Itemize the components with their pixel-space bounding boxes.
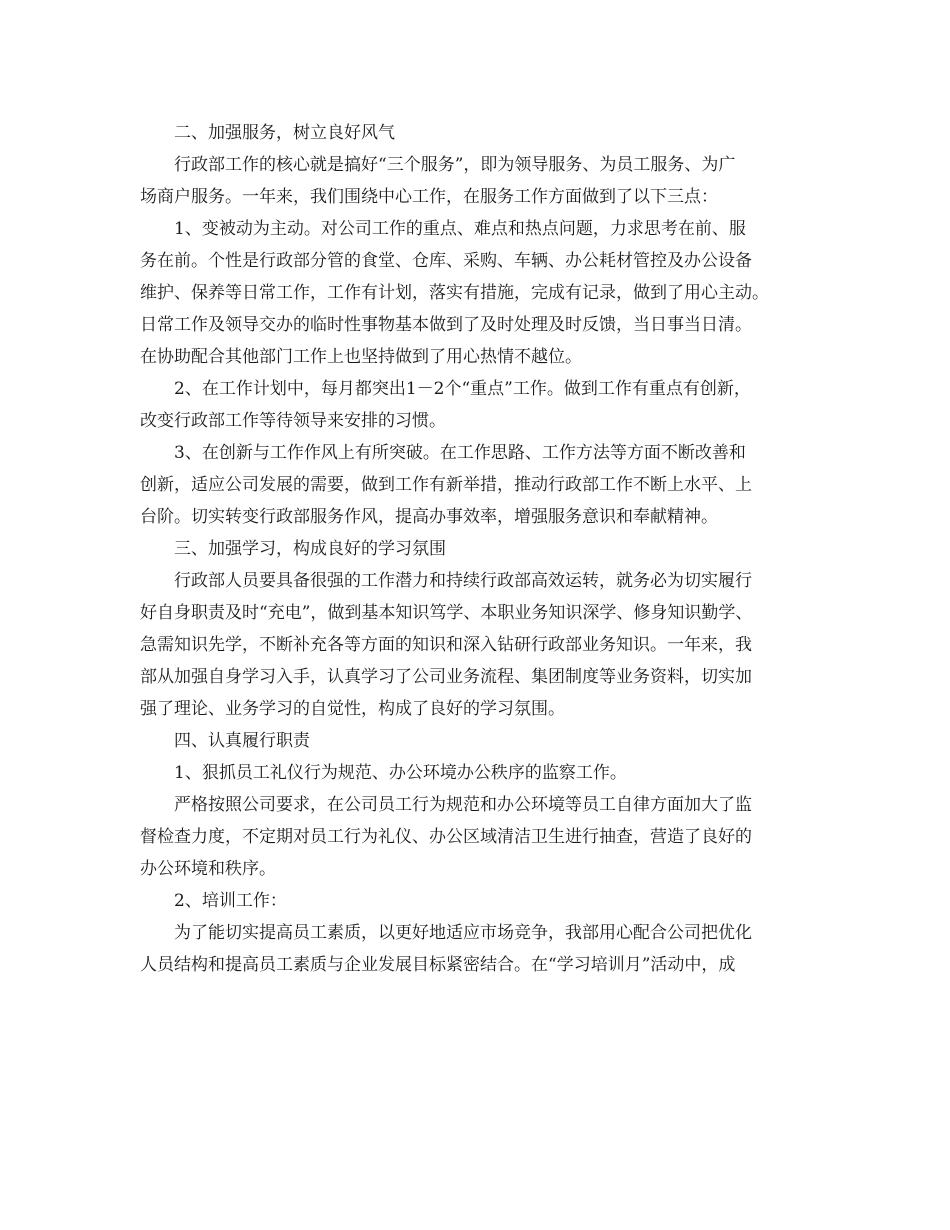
text-line: 督检查力度，不定期对员工行为礼仪、办公区域清洁卫生进行抽查，营造了良好的 bbox=[140, 827, 752, 847]
text-line: 2、培训工作： bbox=[174, 891, 287, 911]
text-line: 1、变被动为主动。对公司工作的重点、难点和热点问题，力求思考在前、服 bbox=[174, 219, 746, 239]
text-line: 在协助配合其他部门工作上也坚持做到了用心热情不越位。 bbox=[140, 347, 582, 367]
text-line: 二、加强服务，树立良好风气 bbox=[174, 123, 395, 143]
text-line: 强了理论、业务学习的自觉性，构成了良好的学习氛围。 bbox=[140, 699, 565, 719]
text-line: 3、在创新与工作作风上有所突破。在工作思路、工作方法等方面不断改善和 bbox=[174, 443, 746, 463]
text-line: 行政部人员要具备很强的工作潜力和持续行政部高效运转，就务必为切实履行 bbox=[174, 571, 752, 591]
text-line: 为了能切实提高员工素质，以更好地适应市场竞争，我部用心配合公司把优化 bbox=[174, 923, 752, 943]
text-line: 日常工作及领导交办的临时性事物基本做到了及时处理及时反馈，当日事当日清。 bbox=[140, 315, 752, 335]
text-line: 2、在工作计划中，每月都突出1－2个“重点”工作。做到工作有重点有创新， bbox=[174, 379, 751, 399]
text-line: 维护、保养等日常工作，工作有计划，落实有措施，完成有记录，做到了用心主动。 bbox=[140, 283, 769, 303]
text-line: 三、加强学习，构成良好的学习氛围 bbox=[174, 539, 446, 559]
text-line: 好自身职责及时“充电”，做到基本知识笃学、本职业务知识深学、修身知识勤学、 bbox=[140, 603, 753, 623]
text-line: 场商户服务。一年来，我们围绕中心工作，在服务工作方面做到了以下三点： bbox=[140, 187, 718, 207]
text-line: 急需知识先学，不断补充各等方面的知识和深入钻研行政部业务知识。一年来，我 bbox=[140, 635, 752, 655]
document-page bbox=[140, 117, 820, 981]
text-line: 1、狠抓员工礼仪行为规范、办公环境办公秩序的监察工作。 bbox=[174, 763, 627, 783]
text-line: 创新，适应公司发展的需要，做到工作有新举措，推动行政部工作不断上水平、上 bbox=[140, 475, 752, 495]
text-line: 办公环境和秩序。 bbox=[140, 859, 276, 879]
text-line: 务在前。个性是行政部分管的食堂、仓库、采购、车辆、办公耗材管控及办公设备 bbox=[140, 251, 752, 271]
text-line: 台阶。切实转变行政部服务作风，提高办事效率，增强服务意识和奉献精神。 bbox=[140, 507, 718, 527]
text-line: 行政部工作的核心就是搞好“三个服务”，即为领导服务、为员工服务、为广 bbox=[174, 155, 736, 175]
text-line: 严格按照公司要求，在公司员工行为规范和办公环境等员工自律方面加大了监 bbox=[174, 795, 752, 815]
text-line: 改变行政部工作等待领导来安排的习惯。 bbox=[140, 411, 446, 431]
text-line: 人员结构和提高员工素质与企业发展目标紧密结合。在“学习培训月”活动中，成 bbox=[140, 955, 736, 975]
text-line: 四、认真履行职责 bbox=[174, 731, 310, 751]
text-line: 部从加强自身学习入手，认真学习了公司业务流程、集团制度等业务资料，切实加 bbox=[140, 667, 752, 687]
